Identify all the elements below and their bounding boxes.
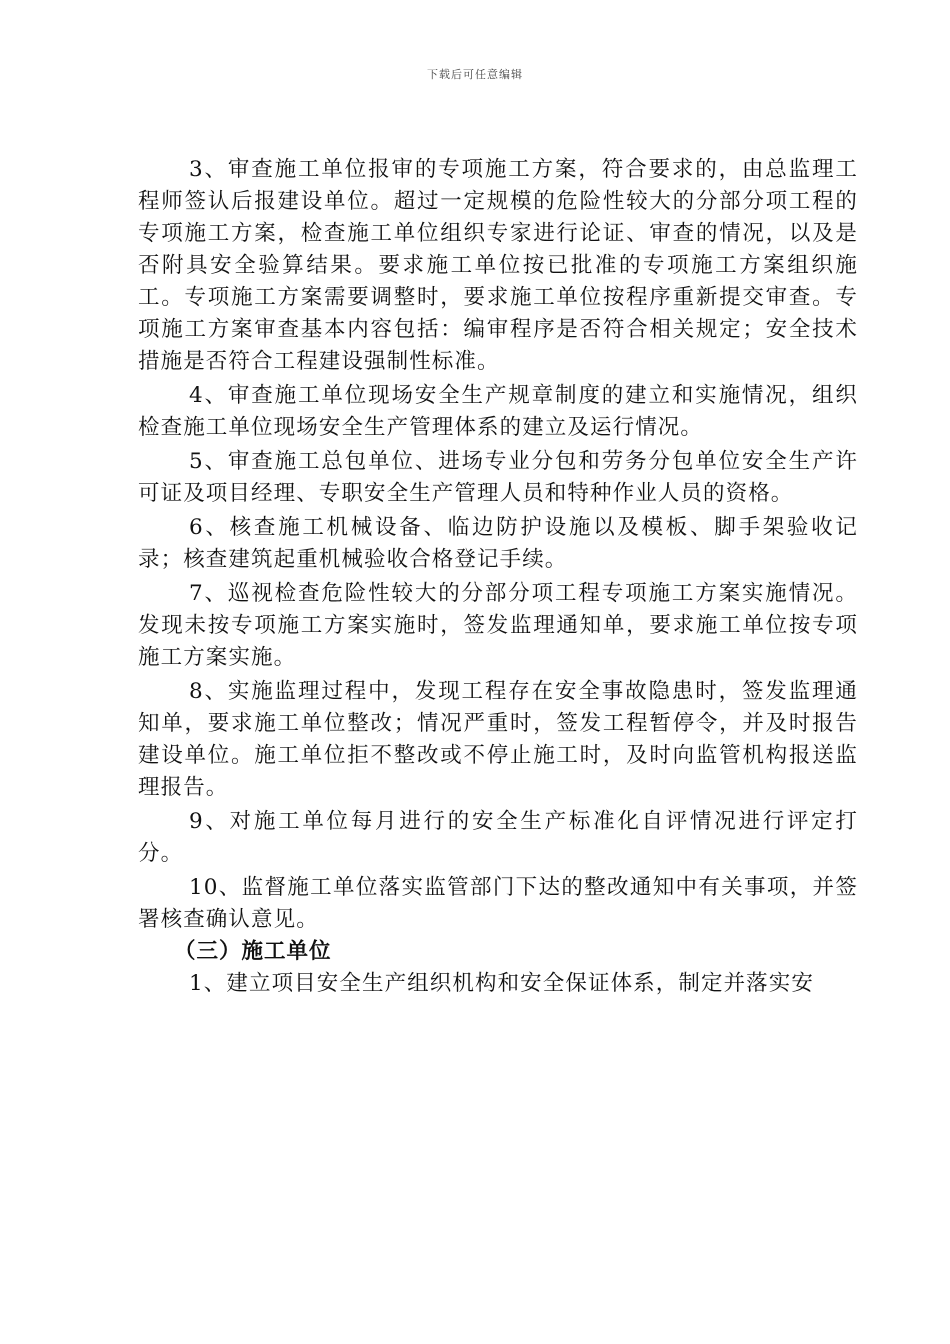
paragraph-item-4: 4、审查施工单位现场安全生产规章制度的建立和实施情况，组织检查施工单位现场安全生产管理体系的建立及运行情况。 (138, 383, 858, 440)
paragraph-item-9: 9、对施工单位每月进行的安全生产标准化自评情况进行评定打分。 (138, 809, 858, 866)
paragraph-item-10: 10、监督施工单位落实监管部门下达的整改通知中有关事项，并签署核查确认意见。 (138, 875, 858, 932)
paragraph-item-7: 7、巡视检查危险性较大的分部分项工程专项施工方案实施情况。发现未按专项施工方案实施时，签发监理通知单，要求施工单位按专项施工方案实施。 (138, 581, 858, 670)
section-heading: （三）施工单位 (174, 939, 332, 964)
paragraph-item-8: 8、实施监理过程中，发现工程存在安全事故隐患时，签发监理通知单，要求施工单位整改；情况严重时，签发工程暂停令，并及时报告建设单位。施工单位拒不整改或不停止施工时，及时向监管机构报送监理报告。 (138, 679, 858, 800)
header-note: 下载后可任意编辑 (427, 68, 523, 81)
document-body (138, 154, 858, 1000)
paragraph-item-5: 5、审查施工总包单位、进场专业分包和劳务分包单位安全生产许可证及项目经理、专职安全生产管理人员和特种作业人员的资格。 (138, 449, 858, 506)
paragraph-item-3: 3、审查施工单位报审的专项施工方案，符合要求的，由总监理工程师签认后报建设单位。超过一定规模的危险性较大的分部分项工程的专项施工方案，检查施工单位组织专家进行论证、审查的情况，以及是否附具安全验算结果。要求施工单位按已批准的专项施工方案组织施工。专项施工方案需要调整时，要求施工单位按程序重新提交审查。专项施工方案审查基本内容包括：编审程序是否符合相关规定；安全技术措施是否符合工程建设强制性标准。 (138, 157, 858, 374)
paragraph-item-6: 6、核查施工机械设备、临边防护设施以及模板、脚手架验收记录；核查建筑起重机械验收合格登记手续。 (138, 515, 858, 572)
section-paragraph-item-1: 1、建立项目安全生产组织机构和安全保证体系，制定并落实安 (189, 971, 814, 996)
